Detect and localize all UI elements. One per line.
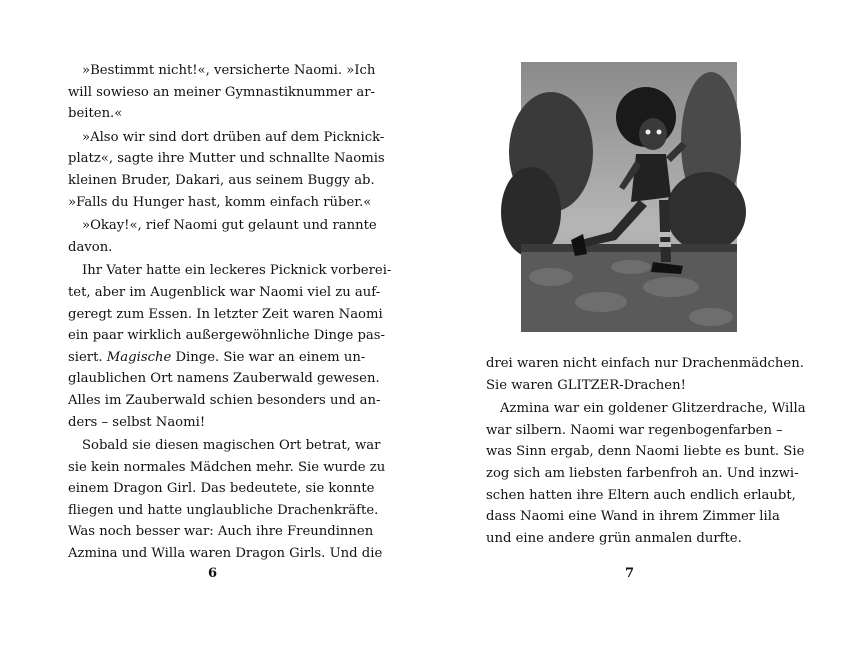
text-line: und eine andere grün anmalen durfte. bbox=[486, 530, 742, 546]
text-line: glaublichen Ort namens Zauberwald gewesen. bbox=[68, 371, 380, 387]
girl-eye bbox=[646, 130, 651, 135]
text-line: Azmina war ein goldener Glitzerdrache, Willa bbox=[500, 401, 806, 417]
text-line: »Okay!«, rief Naomi gut gelaunt und rannte bbox=[82, 218, 377, 234]
text-line: Sie waren GLITZER-Drachen! bbox=[486, 377, 686, 393]
text-line: Alles im Zauberwald schien besonders und an- bbox=[68, 392, 381, 408]
sock-stripe bbox=[659, 232, 671, 237]
illustration-image bbox=[521, 62, 737, 332]
text-line: Ihr Vater hatte ein leckeres Picknick vorberei- bbox=[82, 263, 392, 279]
sock-stripe bbox=[659, 242, 671, 247]
girl-eye bbox=[657, 130, 662, 135]
text-line: was Sinn ergab, denn Naomi liebte es bunt. Sie bbox=[486, 444, 805, 460]
bush-left-lower bbox=[501, 167, 561, 257]
text-line: tet, aber im Augenblick war Naomi viel zu auf- bbox=[68, 284, 381, 300]
text-line: dass Naomi eine Wand in ihrem Zimmer lila bbox=[486, 509, 780, 525]
stone bbox=[689, 308, 733, 326]
text-line: will sowieso an meiner Gymnastiknummer ar- bbox=[68, 84, 375, 100]
text-line: »Bestimmt nicht!«, versicherte Naomi. »Ich bbox=[82, 63, 376, 78]
text-line-mixed bbox=[68, 347, 366, 369]
text-line: »Falls du Hunger hast, komm einfach rüber.« bbox=[68, 194, 372, 210]
bush-right bbox=[666, 172, 746, 252]
text-line: sie kein normales Mädchen mehr. Sie wurde zu bbox=[68, 459, 386, 475]
stone bbox=[611, 260, 651, 274]
text-line: fliegen und hatte unglaubliche Drachenkräfte. bbox=[68, 502, 379, 518]
text-line: ein paar wirklich außergewöhnliche Dinge pas- bbox=[68, 328, 385, 344]
text-line: einem Dragon Girl. Das bedeutete, sie konnte bbox=[68, 481, 375, 497]
path-edge bbox=[521, 244, 737, 252]
italic-word: Magische bbox=[106, 349, 172, 365]
page-number: 6 bbox=[208, 566, 218, 581]
text-fragment: siert. bbox=[68, 349, 103, 365]
text-line: davon. bbox=[68, 239, 113, 255]
text-line: war silbern. Naomi war regenbogenfarben – bbox=[486, 422, 783, 438]
text-line: schen hatten ihre Eltern auch endlich erlaubt, bbox=[486, 487, 796, 503]
stone bbox=[643, 277, 699, 297]
text-line: kleinen Bruder, Dakari, aus seinem Buggy ab. bbox=[68, 172, 375, 188]
girl-dress bbox=[631, 154, 671, 202]
stone bbox=[529, 268, 573, 286]
page-number: 7 bbox=[625, 566, 635, 581]
text-line: beiten.« bbox=[68, 106, 123, 122]
text-line: platz«, sagte ihre Mutter und schnallte Naomis bbox=[68, 151, 385, 167]
text-line: Sobald sie diesen magischen Ort betrat, war bbox=[82, 438, 381, 454]
right-page-text bbox=[486, 353, 806, 549]
text-line: Was noch besser war: Auch ihre Freundinnen bbox=[68, 524, 374, 540]
girl-face bbox=[639, 118, 667, 150]
illustration-running-girl bbox=[521, 62, 737, 332]
text-line: ders – selbst Naomi! bbox=[68, 414, 206, 430]
text-line: drei waren nicht einfach nur Drachenmädchen. bbox=[486, 356, 804, 371]
girl-leg-front bbox=[659, 200, 671, 262]
left-page-text bbox=[68, 60, 392, 565]
text-line: »Also wir sind dort drüben auf dem Picknick- bbox=[82, 129, 385, 145]
text-line: geregt zum Essen. In letzter Zeit waren Naomi bbox=[68, 306, 383, 322]
text-line: Azmina und Willa waren Dragon Girls. Und die bbox=[68, 546, 383, 562]
stone bbox=[575, 292, 627, 312]
right-page bbox=[422, 0, 844, 648]
text-line: zog sich am liebsten farbenfroh an. Und inzwi- bbox=[486, 465, 799, 481]
text-fragment: Dinge. Sie war an einem un- bbox=[175, 349, 366, 365]
